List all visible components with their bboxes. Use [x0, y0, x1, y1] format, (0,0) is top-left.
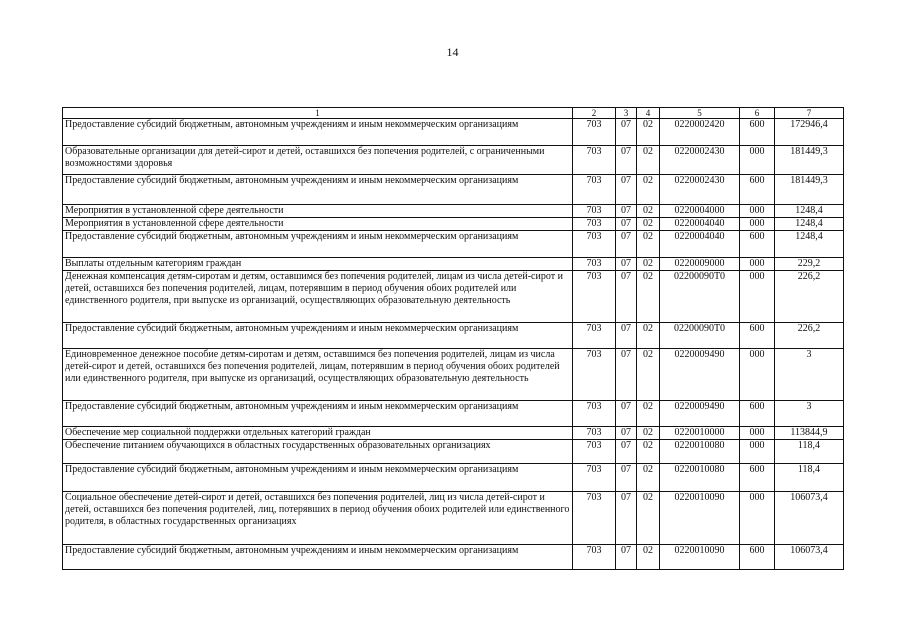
row-name: Предоставление субсидий бюджетным, автономным учреждениям и иным некоммерческим организациям	[63, 119, 573, 146]
row-sum: 3	[775, 349, 844, 401]
row-sum: 118,4	[775, 464, 844, 492]
row-name: Предоставление субсидий бюджетным, автономным учреждениям и иным некоммерческим организациям	[63, 175, 573, 205]
header-cell-1: 1	[63, 108, 573, 119]
row-code-5: 0220010000	[660, 427, 740, 440]
row-code-6: 600	[740, 401, 775, 427]
header-cell-6: 6	[740, 108, 775, 119]
row-code-3: 07	[616, 323, 637, 349]
row-code-3: 07	[616, 349, 637, 401]
row-sum: 106073,4	[775, 545, 844, 570]
row-code-2: 703	[573, 492, 616, 545]
row-code-5: 0220010080	[660, 440, 740, 464]
row-code-3: 07	[616, 146, 637, 175]
row-code-6: 000	[740, 258, 775, 271]
row-code-4: 02	[637, 271, 660, 323]
row-code-4: 02	[637, 349, 660, 401]
row-name: Обеспечение мер социальной поддержки отдельных категорий граждан	[63, 427, 573, 440]
table-row	[63, 440, 844, 464]
table-row	[63, 175, 844, 205]
row-code-3: 07	[616, 401, 637, 427]
row-code-6: 000	[740, 349, 775, 401]
row-code-2: 703	[573, 205, 616, 218]
row-name: Предоставление субсидий бюджетным, автономным учреждениям и иным некоммерческим организациям	[63, 464, 573, 492]
row-code-6: 600	[740, 545, 775, 570]
row-code-4: 02	[637, 205, 660, 218]
row-code-5: 0220002420	[660, 119, 740, 146]
row-sum: 172946,4	[775, 119, 844, 146]
row-code-4: 02	[637, 427, 660, 440]
row-code-6: 000	[740, 440, 775, 464]
row-name: Мероприятия в установленной сфере деятельности	[63, 205, 573, 218]
row-sum: 1248,4	[775, 231, 844, 258]
row-code-4: 02	[637, 231, 660, 258]
header-cell-5: 5	[660, 108, 740, 119]
row-code-3: 07	[616, 464, 637, 492]
row-code-2: 703	[573, 218, 616, 231]
row-code-2: 703	[573, 119, 616, 146]
row-code-5: 0220004040	[660, 218, 740, 231]
row-sum: 181449,3	[775, 146, 844, 175]
row-code-6: 000	[740, 218, 775, 231]
row-code-4: 02	[637, 218, 660, 231]
header-cell-7: 7	[775, 108, 844, 119]
row-code-4: 02	[637, 401, 660, 427]
row-sum: 118,4	[775, 440, 844, 464]
row-code-6: 000	[740, 492, 775, 545]
budget-table	[62, 107, 844, 570]
row-name: Мероприятия в установленной сфере деятельности	[63, 218, 573, 231]
row-code-5: 0220009000	[660, 258, 740, 271]
row-code-5: 0220002430	[660, 146, 740, 175]
row-code-5: 0220004000	[660, 205, 740, 218]
page-number: 14	[446, 45, 459, 59]
table-row	[63, 271, 844, 323]
row-sum: 226,2	[775, 271, 844, 323]
row-code-3: 07	[616, 258, 637, 271]
table-row	[63, 119, 844, 146]
row-sum: 181449,3	[775, 175, 844, 205]
row-code-3: 07	[616, 492, 637, 545]
row-code-4: 02	[637, 323, 660, 349]
row-sum: 113844,9	[775, 427, 844, 440]
header-cell-3: 3	[616, 108, 637, 119]
row-code-4: 02	[637, 492, 660, 545]
row-code-2: 703	[573, 401, 616, 427]
row-name: Предоставление субсидий бюджетным, автономным учреждениям и иным некоммерческим организациям	[63, 401, 573, 427]
row-code-4: 02	[637, 119, 660, 146]
row-code-5: 0220009490	[660, 349, 740, 401]
header-cell-2: 2	[573, 108, 616, 119]
table-row	[63, 205, 844, 218]
row-name: Единовременное денежное пособие детям-сиротам и детям, оставшимся без попечения родителей, лицам из числа детей-сирот и детей, оставшихся без попечения родителей, лицам, потерявшим в период обучения обоих родителей или единственного родителя, при выпуске из организаций, осуществляющих образовательную деятельность	[63, 349, 573, 401]
row-code-5: 0220002430	[660, 175, 740, 205]
row-sum: 106073,4	[775, 492, 844, 545]
table-row	[63, 464, 844, 492]
table-row	[63, 545, 844, 570]
row-sum: 1248,4	[775, 205, 844, 218]
row-code-4: 02	[637, 175, 660, 205]
row-name: Социальное обеспечение детей-сирот и детей, оставшихся без попечения родителей, лиц из числа детей-сирот и детей, оставшихся без попечения родителей, лиц, потерявших в период обучения обоих родителей или единственного родителя, в областных государственных организациях	[63, 492, 573, 545]
row-code-2: 703	[573, 323, 616, 349]
row-code-5: 0220009490	[660, 401, 740, 427]
row-code-3: 07	[616, 205, 637, 218]
table-row	[63, 218, 844, 231]
row-name: Образовательные организации для детей-сирот и детей, оставшихся без попечения родителей, с ограниченными возможностями здоровья	[63, 146, 573, 175]
header-cell-4: 4	[637, 108, 660, 119]
row-code-6: 600	[740, 323, 775, 349]
row-code-3: 07	[616, 271, 637, 323]
row-code-6: 000	[740, 427, 775, 440]
row-code-5: 0220010090	[660, 545, 740, 570]
row-code-2: 703	[573, 440, 616, 464]
row-code-4: 02	[637, 440, 660, 464]
table-row	[63, 323, 844, 349]
table-row	[63, 146, 844, 175]
row-name: Денежная компенсация детям-сиротам и детям, оставшимся без попечения родителей, лицам из числа детей-сирот и детей, оставшихся без попечения родителей, лицам, потерявшим в период обучения обоих родителей или единственного родителя, при выпуске из организаций, осуществляющих образовательную деятельность	[63, 271, 573, 323]
row-sum: 3	[775, 401, 844, 427]
row-code-2: 703	[573, 349, 616, 401]
row-code-3: 07	[616, 440, 637, 464]
row-code-3: 07	[616, 545, 637, 570]
row-code-3: 07	[616, 175, 637, 205]
row-code-6: 600	[740, 119, 775, 146]
row-name: Предоставление субсидий бюджетным, автономным учреждениям и иным некоммерческим организациям	[63, 545, 573, 570]
row-code-6: 000	[740, 146, 775, 175]
row-code-2: 703	[573, 427, 616, 440]
row-code-2: 703	[573, 258, 616, 271]
row-code-2: 703	[573, 464, 616, 492]
row-code-2: 703	[573, 545, 616, 570]
table-row	[63, 427, 844, 440]
row-code-2: 703	[573, 231, 616, 258]
row-sum: 226,2	[775, 323, 844, 349]
row-code-5: 0220004040	[660, 231, 740, 258]
row-name: Обеспечение питанием обучающихся в областных государственных образовательных организациях	[63, 440, 573, 464]
row-name: Предоставление субсидий бюджетным, автономным учреждениям и иным некоммерческим организациям	[63, 323, 573, 349]
row-code-5: 02200090Т0	[660, 271, 740, 323]
row-code-6: 000	[740, 205, 775, 218]
row-code-4: 02	[637, 464, 660, 492]
table-row	[63, 401, 844, 427]
row-code-2: 703	[573, 146, 616, 175]
row-code-4: 02	[637, 258, 660, 271]
row-code-6: 600	[740, 175, 775, 205]
row-code-3: 07	[616, 119, 637, 146]
row-code-6: 000	[740, 271, 775, 323]
row-code-6: 600	[740, 231, 775, 258]
row-code-5: 0220010080	[660, 464, 740, 492]
table-row	[63, 231, 844, 258]
row-code-5: 02200090Т0	[660, 323, 740, 349]
header-row	[63, 108, 844, 119]
row-code-2: 703	[573, 271, 616, 323]
table-row	[63, 258, 844, 271]
row-code-4: 02	[637, 146, 660, 175]
row-name: Выплаты отдельным категориям граждан	[63, 258, 573, 271]
row-code-5: 0220010090	[660, 492, 740, 545]
row-code-6: 600	[740, 464, 775, 492]
row-code-4: 02	[637, 545, 660, 570]
row-sum: 229,2	[775, 258, 844, 271]
row-code-3: 07	[616, 231, 637, 258]
row-sum: 1248,4	[775, 218, 844, 231]
row-code-3: 07	[616, 218, 637, 231]
row-code-3: 07	[616, 427, 637, 440]
row-name: Предоставление субсидий бюджетным, автономным учреждениям и иным некоммерческим организациям	[63, 231, 573, 258]
row-code-2: 703	[573, 175, 616, 205]
table-row	[63, 349, 844, 401]
table-row	[63, 492, 844, 545]
